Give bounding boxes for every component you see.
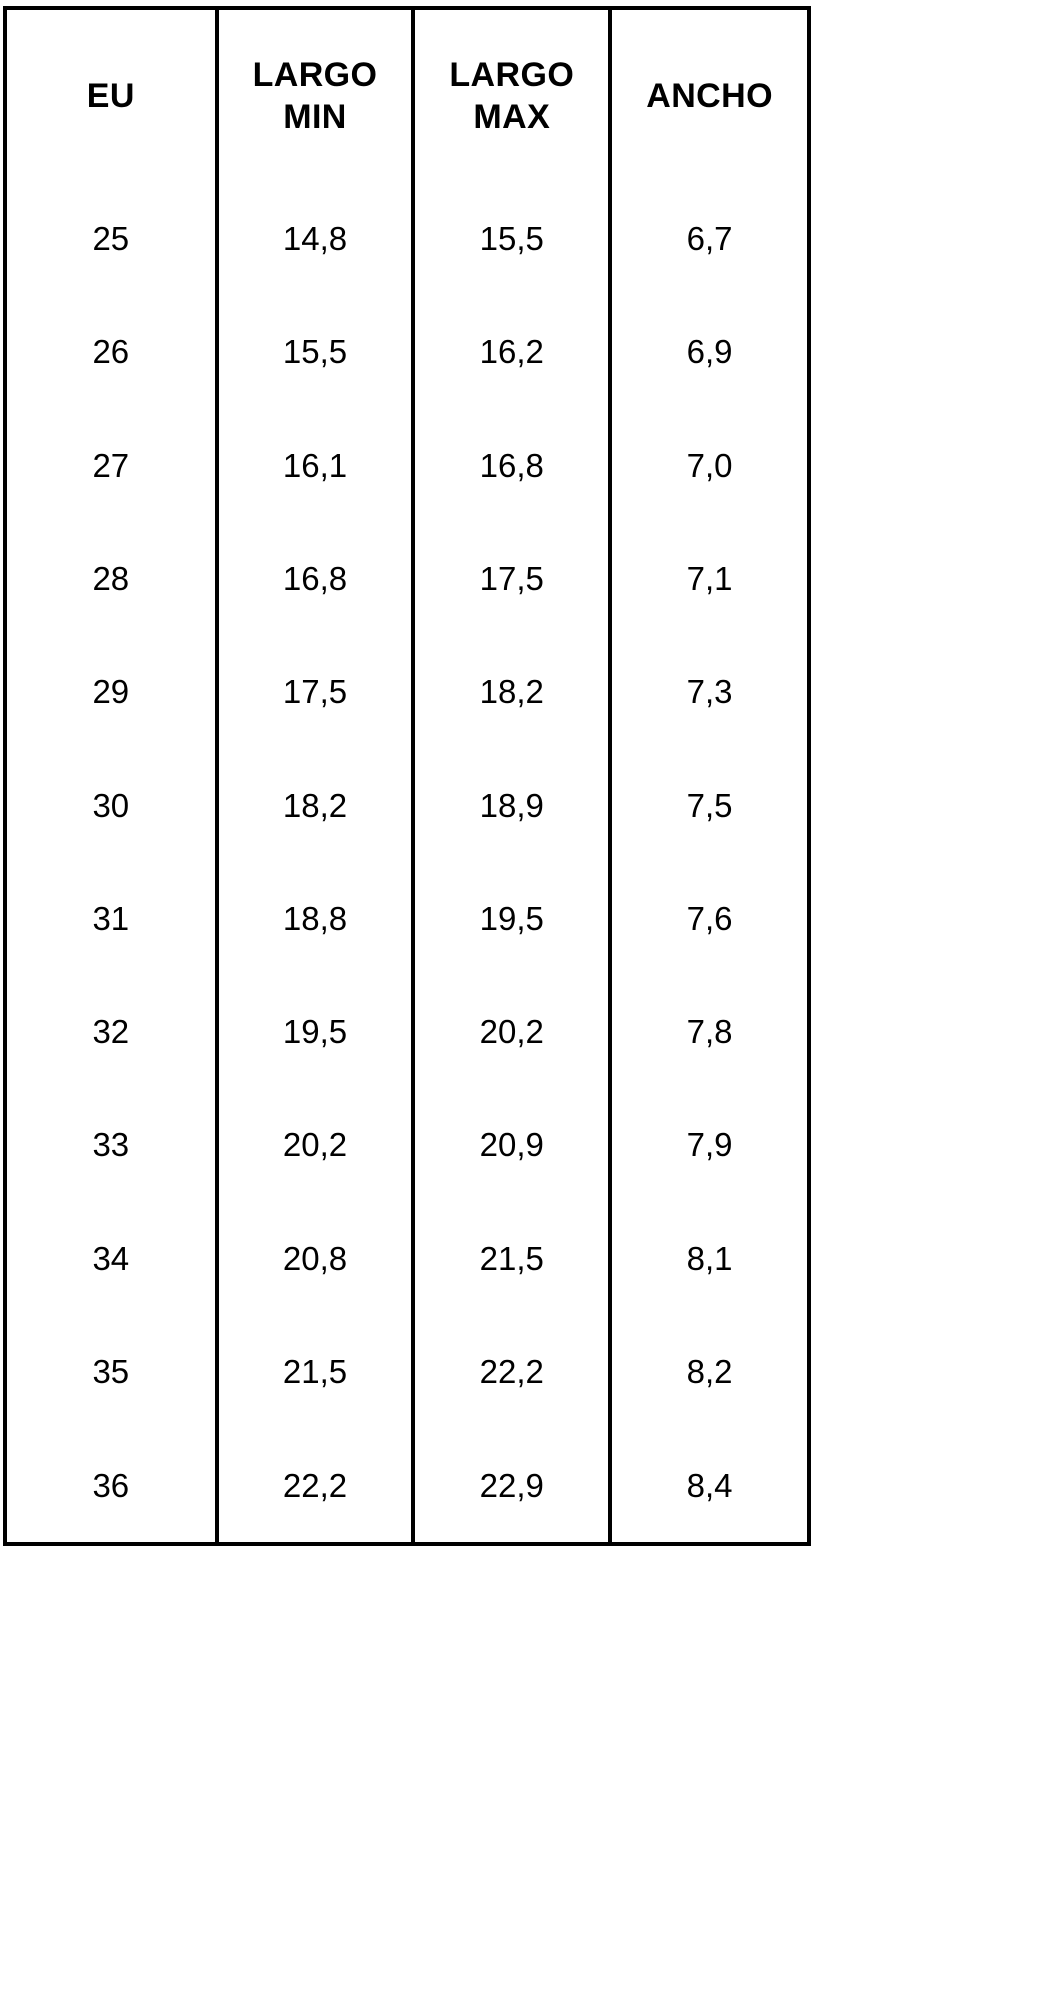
table-header [7,10,807,182]
column-header-largo-max-line-1: LARGO [449,55,575,94]
table-row [7,862,807,975]
cell-largo-min: 16,8 [217,522,414,635]
table-row [7,1315,807,1428]
table-row [7,1202,807,1315]
cell-largo-min: 18,8 [217,862,414,975]
cell-largo-min: 20,2 [217,1089,414,1202]
table-row [7,975,807,1088]
cell-ancho: 7,1 [686,559,733,597]
column-header-ancho [610,10,807,182]
cell-largo-min: 18,2 [217,749,414,862]
cell-largo-max: 15,5 [413,182,610,295]
cell-ancho: 7,3 [686,673,733,711]
size-chart-table [7,10,807,1542]
cell-largo-min: 22,2 [217,1429,414,1542]
table-row [7,1089,807,1202]
column-header-largo-min-line-2: MIN [283,98,347,136]
size-chart-table-container [3,6,811,1546]
cell-eu: 30 [7,749,217,862]
cell-largo-max: 16,2 [413,295,610,408]
cell-ancho: 8,1 [686,1239,733,1277]
table-row [7,295,807,408]
cell-eu: 36 [7,1429,217,1542]
cell-eu: 29 [7,635,217,748]
column-header-largo-max-line-2: MAX [473,98,551,136]
cell-largo-min: 17,5 [217,635,414,748]
column-header-largo-min-line-1: LARGO [252,55,378,94]
column-header-eu [7,10,217,182]
table-row [7,635,807,748]
cell-ancho: 7,9 [686,1126,733,1164]
cell-eu: 34 [7,1202,217,1315]
cell-ancho: 7,0 [686,446,733,484]
cell-largo-min: 19,5 [217,975,414,1088]
cell-largo-max: 17,5 [413,522,610,635]
cell-eu: 35 [7,1315,217,1428]
cell-ancho: 8,4 [686,1466,733,1504]
cell-eu: 31 [7,862,217,975]
table-row [7,522,807,635]
cell-largo-max: 22,9 [413,1429,610,1542]
cell-largo-max: 19,5 [413,862,610,975]
column-header-largo-max [413,10,610,182]
table-header-row [7,10,807,182]
table-row [7,749,807,862]
cell-ancho: 8,2 [686,1353,733,1391]
cell-largo-max: 16,8 [413,409,610,522]
cell-largo-max: 18,9 [413,749,610,862]
cell-eu: 27 [7,409,217,522]
column-header-ancho-line-1: ANCHO [646,76,773,115]
cell-largo-max: 20,2 [413,975,610,1088]
cell-ancho: 6,9 [686,333,733,371]
cell-eu: 32 [7,975,217,1088]
table-row [7,182,807,295]
column-header-largo-min [217,10,414,182]
cell-largo-max: 22,2 [413,1315,610,1428]
table-body [7,182,807,1542]
cell-largo-max: 21,5 [413,1202,610,1315]
column-header-eu-line-1: EU [86,76,135,115]
cell-eu: 26 [7,295,217,408]
cell-largo-min: 20,8 [217,1202,414,1315]
cell-ancho: 7,6 [686,899,733,937]
table-row [7,1429,807,1542]
cell-largo-min: 15,5 [217,295,414,408]
cell-eu: 28 [7,522,217,635]
cell-ancho: 7,5 [686,786,733,824]
cell-eu: 33 [7,1089,217,1202]
cell-largo-min: 21,5 [217,1315,414,1428]
cell-largo-min: 16,1 [217,409,414,522]
cell-ancho: 6,7 [686,219,733,257]
cell-ancho: 7,8 [686,1013,733,1051]
cell-largo-min: 14,8 [217,182,414,295]
cell-eu: 25 [7,182,217,295]
table-row [7,409,807,522]
cell-largo-max: 20,9 [413,1089,610,1202]
cell-largo-max: 18,2 [413,635,610,748]
